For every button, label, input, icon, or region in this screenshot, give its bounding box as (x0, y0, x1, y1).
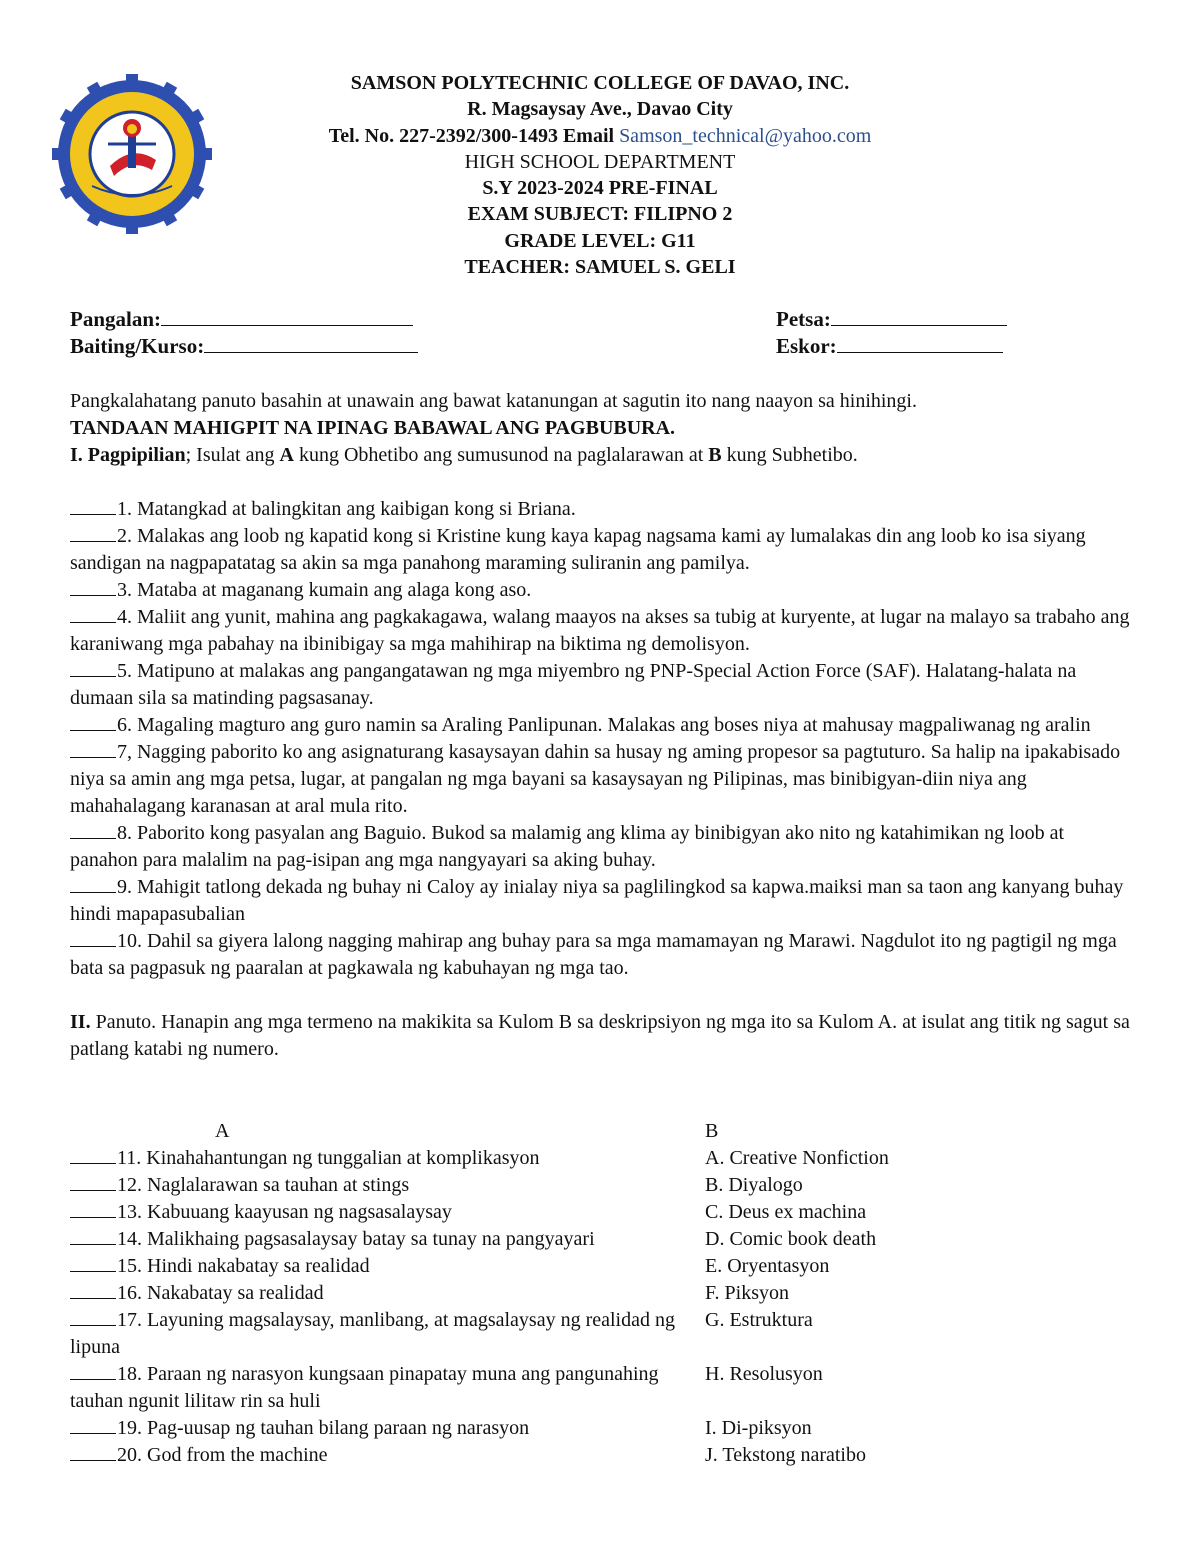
letter-b: B (708, 444, 722, 466)
column-b-item: J. Tekstong naratibo (705, 1444, 866, 1466)
student-info (70, 306, 1130, 360)
part2-label: II. (70, 1011, 91, 1033)
column-a-item: 20. God from the machine (117, 1444, 328, 1466)
exam-body (70, 388, 1135, 1063)
score-line (837, 334, 1003, 353)
column-b-heading: B (705, 1120, 719, 1142)
answer-blank[interactable] (70, 1280, 116, 1299)
contact-prefix: Tel. No. 227-2392/300-1493 Email (328, 124, 615, 147)
exam-header (250, 70, 950, 280)
question-text: 2. Malakas ang loob ng kapatid kong si Kristine kung kaya kapag nagsama kami ay lumalakas din ang loob ko isa siyang sandigan na nagpapatatag sa akin sa mga panahong maraming suliranin ang pamilya. (70, 525, 1086, 574)
score-field[interactable] (776, 333, 1003, 360)
part2-instructions (70, 1009, 1135, 1063)
matching-row (70, 1253, 1135, 1280)
column-a-item: 14. Malikhaing pagsasalaysay batay sa tunay na pangyayari (117, 1228, 595, 1250)
exam-subject: EXAM SUBJECT: FILIPNO 2 (467, 203, 733, 226)
column-a-heading: A (215, 1120, 230, 1142)
column-b-item: B. Diyalogo (705, 1174, 803, 1196)
matching-row (70, 1226, 1135, 1253)
school-address: R. Magsaysay Ave., Davao City (467, 98, 733, 121)
school-name: SAMSON POLYTECHNIC COLLEGE OF DAVAO, INC. (350, 72, 850, 94)
column-b-item: D. Comic book death (705, 1228, 877, 1250)
warning-note: TANDAAN MAHIGPIT NA IPINAG BABAWAL ANG PAGBUBURA. (70, 417, 676, 439)
date-line (831, 307, 1007, 326)
name-field[interactable] (70, 306, 413, 333)
answer-blank[interactable] (70, 1307, 116, 1326)
question-item (70, 604, 1135, 658)
column-b-item: G. Estruktura (705, 1309, 813, 1331)
column-b-item: F. Piksyon (705, 1282, 789, 1304)
question-text: 6. Magaling magturo ang guro namin sa Araling Panlipunan. Malakas ang boses niya at mahusay magpaliwanag ng aralin (117, 714, 1091, 736)
answer-blank[interactable] (70, 577, 116, 596)
date-label: Petsa: (776, 307, 831, 331)
matching-row (70, 1199, 1135, 1226)
contact-line (250, 123, 950, 149)
answer-blank[interactable] (70, 1172, 116, 1191)
grade-level: GRADE LEVEL: G11 (504, 229, 696, 252)
answer-blank[interactable] (70, 712, 116, 731)
matching-row (70, 1442, 1135, 1469)
question-text: 1. Matangkad at balingkitan ang kaibigan kong si Briana. (117, 498, 576, 520)
column-b-item: I. Di-piksyon (705, 1417, 812, 1439)
matching-row (70, 1307, 1135, 1361)
matching-section (70, 1118, 1135, 1469)
grade-line (204, 334, 418, 353)
part1-instructions (70, 442, 1135, 469)
question-text: 5. Matipuno at malakas ang pangangatawan ng mga miyembro ng PNP-Special Action Force (SAF). Halatang-halata na dumaan sila sa matinding pagsasanay. (70, 660, 1077, 709)
column-a-item: 13. Kabuuang kaayusan ng nagsasalaysay (117, 1201, 452, 1223)
score-label: Eskor: (776, 334, 837, 358)
matching-row (70, 1361, 1135, 1415)
question-text: 7, Nagging paborito ko ang asignaturang kasaysayan dahin sa husay ng aming propesor sa pagtuturo. Sa halip na ipakabisado niya sa amin ang mga petsa, lugar, at pangalan ng mga bayani sa kasaysayan ng Pilipinas, mas binibigyan-diin niya ang mahahalagang karanasan at aral mula rito. (70, 741, 1121, 817)
grade-field[interactable] (70, 333, 418, 360)
school-seal-logo (52, 74, 212, 234)
part2-text: Panuto. Hanapin ang mga termeno na makikita sa Kulom B sa deskripsiyon ng mga ito sa Kulom A. at isulat ang titik ng sagut sa patlang katabi ng numero. (70, 1011, 1130, 1060)
answer-blank[interactable] (70, 1145, 116, 1164)
letter-a: A (279, 444, 294, 466)
answer-blank[interactable] (70, 739, 116, 758)
answer-blank[interactable] (70, 1442, 116, 1461)
column-a-item: 19. Pag-uusap ng tauhan bilang paraan ng narasyon (117, 1417, 530, 1439)
part1-text: kung Subhetibo. (721, 444, 858, 466)
school-email: Samson_technical@yahoo.com (619, 124, 872, 147)
question-text: 10. Dahil sa giyera lalong nagging mahirap ang buhay para sa mga mamamayan ng Marawi. Nagdulot ito ng pagtigil ng mga bata sa pagpasuk ng paaralan at pagkawala ng kabuhayan ng mga tao. (70, 930, 1117, 979)
column-a-item: 11. Kinahahantungan ng tunggalian at komplikasyon (117, 1147, 540, 1169)
general-instructions: Pangkalahatang panuto basahin at unawain ang bawat katanungan at sagutin ito nang naayon sa hinihingi. (70, 390, 917, 412)
answer-blank[interactable] (70, 523, 116, 542)
part1-text: ; Isulat ang (185, 444, 280, 466)
question-text: 8. Paborito kong pasyalan ang Baguio. Bukod sa malamig ang klima ay binibigyan ako nito ng katahimikan ng loob at panahon para malalim na pag-isipan ang mga nangyayari sa aking buhay. (70, 822, 1065, 871)
question-item (70, 577, 1135, 604)
question-text: 4. Maliit ang yunit, mahina ang pagkakagawa, walang maayos na akses sa tubig at kuryente, at lugar na malayo sa trabaho ang karaniwang mga pabahay na ibinibigay sa mga mahihirap na biktima ng demolisyon. (70, 606, 1130, 655)
question-item (70, 739, 1135, 820)
answer-blank[interactable] (70, 1199, 116, 1218)
column-a-item: 12. Naglalarawan sa tauhan at stings (117, 1174, 410, 1196)
teacher-name: TEACHER: SAMUEL S. GELI (464, 256, 736, 279)
grade-label: Baiting/Kurso: (70, 334, 205, 358)
question-item (70, 712, 1135, 739)
answer-blank[interactable] (70, 658, 116, 677)
part1-label: I. Pagpipilian (70, 444, 186, 466)
column-a-item: 15. Hindi nakabatay sa realidad (117, 1255, 370, 1277)
answer-blank[interactable] (70, 928, 116, 947)
column-a-item: 16. Nakabatay sa realidad (117, 1282, 324, 1304)
column-a-item: 18. Paraan ng narasyon kungsaan pinapatay muna ang pangunahing tauhan ngunit lilitaw rin sa huli (70, 1363, 659, 1412)
matching-row (70, 1415, 1135, 1442)
answer-blank[interactable] (70, 1253, 116, 1272)
column-b-item: H. Resolusyon (705, 1363, 823, 1385)
column-b-item: A. Creative Nonfiction (705, 1147, 889, 1169)
matching-row (70, 1172, 1135, 1199)
question-item (70, 820, 1135, 874)
part1-text: kung Obhetibo ang sumusunod na paglalarawan at (293, 444, 709, 466)
department: HIGH SCHOOL DEPARTMENT (464, 150, 736, 173)
question-item (70, 874, 1135, 928)
matching-row (70, 1280, 1135, 1307)
column-b-item: C. Deus ex machina (705, 1201, 867, 1223)
answer-blank[interactable] (70, 874, 116, 893)
answer-blank[interactable] (70, 1361, 116, 1380)
question-item (70, 928, 1135, 982)
question-text: 3. Mataba at maganang kumain ang alaga kong aso. (117, 579, 532, 601)
matching-row (70, 1145, 1135, 1172)
answer-blank[interactable] (70, 1415, 116, 1434)
question-item (70, 658, 1135, 712)
name-line (161, 307, 413, 326)
answer-blank[interactable] (70, 496, 116, 515)
answer-blank[interactable] (70, 604, 116, 623)
question-text: 9. Mahigit tatlong dekada ng buhay ni Caloy ay inialay niya sa paglilingkod sa kapwa.maiksi man sa taon ang kanyang buhay hindi mapapasubalian (70, 876, 1124, 925)
column-b-item: E. Oryentasyon (705, 1255, 830, 1277)
question-item (70, 523, 1135, 577)
column-a-item: 17. Layuning magsalaysay, manlibang, at magsalaysay ng realidad ng lipuna (70, 1309, 675, 1358)
date-field[interactable] (776, 306, 1007, 333)
answer-blank[interactable] (70, 820, 116, 839)
answer-blank[interactable] (70, 1226, 116, 1245)
name-label: Pangalan: (70, 307, 162, 331)
school-year: S.Y 2023-2024 PRE-FINAL (482, 177, 718, 200)
question-item (70, 496, 1135, 523)
